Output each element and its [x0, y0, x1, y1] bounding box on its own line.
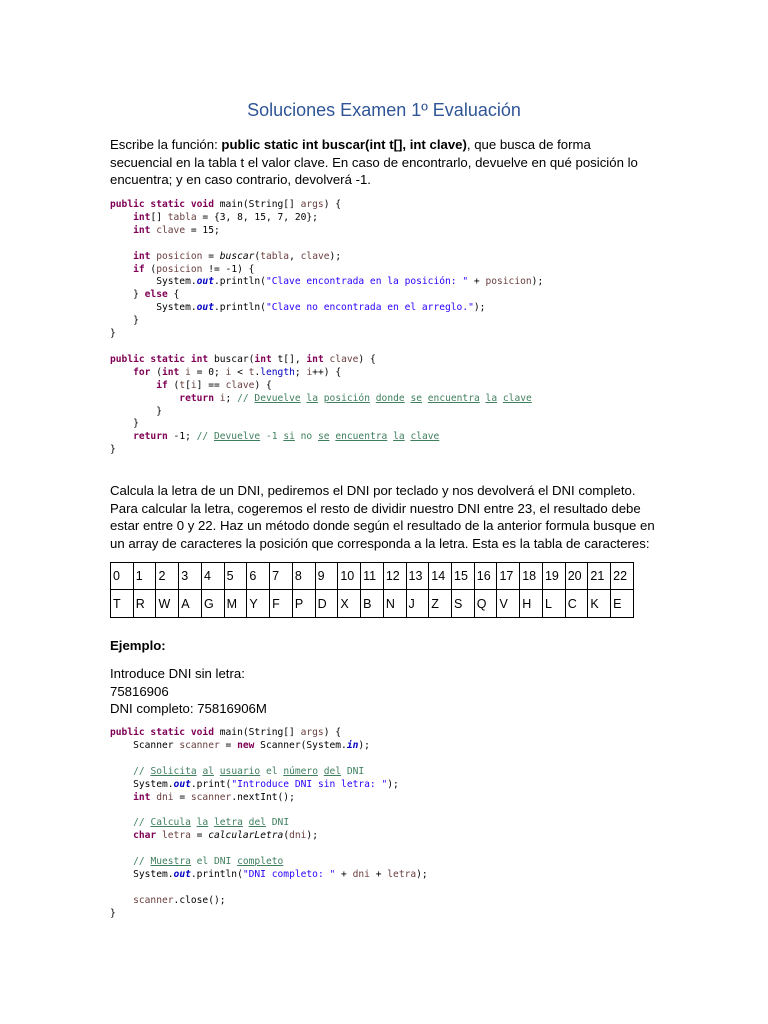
table-cell: 13 — [406, 563, 429, 590]
table-row-letters — [111, 590, 634, 618]
code-comment: // Devuelve -1 si no se encuentra la clave — [196, 431, 440, 443]
table-cell: 1 — [133, 563, 156, 590]
table-cell: C — [565, 590, 588, 618]
example-output — [110, 665, 655, 718]
table-cell: J — [406, 590, 429, 618]
code-line: int posicion = buscar(tabla, clave); — [110, 250, 342, 262]
code-comment: // Solicita al usuario el número del DNI — [110, 765, 365, 777]
function-signature: public static int buscar(int t[], int clave) — [221, 137, 467, 152]
table-cell: A — [179, 590, 202, 618]
dni-letter-table — [110, 562, 634, 618]
example-line: DNI completo: 75816906M — [110, 701, 267, 716]
table-cell: M — [224, 590, 247, 618]
code-line: public static void main(String[] args) { — [110, 199, 342, 210]
code-line: } — [110, 418, 139, 430]
table-cell: T — [111, 590, 134, 618]
table-cell: G — [201, 590, 224, 618]
code-line: System.out.println("Clave no encontrada en el arreglo."); — [110, 302, 486, 314]
code-block-main-dni — [110, 727, 428, 921]
table-cell: B — [361, 590, 384, 618]
table-cell: Z — [429, 590, 452, 618]
code-comment: // Devuelve la posición donde se encuentra la clave — [237, 392, 532, 404]
table-cell: 19 — [542, 563, 565, 590]
code-line: return -1; // Devuelve -1 si no se encuentra la clave — [110, 431, 440, 443]
table-cell: 2 — [156, 563, 179, 590]
table-cell: 20 — [565, 563, 588, 590]
table-cell: X — [338, 590, 361, 618]
code-line: return i; // Devuelve la posición donde se encuentra la clave — [110, 392, 532, 404]
table-cell: 9 — [315, 563, 338, 590]
code-line: scanner.close(); — [133, 894, 226, 906]
code-line: } — [110, 907, 116, 919]
table-cell: 12 — [383, 563, 406, 590]
code-line: if (posicion != -1) { — [110, 263, 255, 275]
table-cell: 6 — [247, 563, 270, 590]
table-cell: 8 — [292, 563, 315, 590]
table-cell: L — [542, 590, 565, 618]
code-line: } else { — [110, 289, 180, 301]
table-cell: 7 — [270, 563, 293, 590]
code-line: int[] tabla = {3, 8, 15, 7, 20}; — [110, 211, 318, 223]
table-cell: P — [292, 590, 315, 618]
table-cell: 10 — [338, 563, 361, 590]
code-line: int dni = scanner.nextInt(); — [110, 791, 295, 803]
exercise-2-statement: Calcula la letra de un DNI, pediremos el DNI por teclado y nos devolverá el DNI completo. Para calcular la letra, cogeremos el resto de dividir nuestro DNI entre 23, el resultado debe estar entre 0 y 22. Haz un método donde según el resultado de la anterior formula busque en un array de caracteres la posición que corresponda a la letra. Esta es la tabla de caracteres: — [110, 483, 655, 551]
code-line: for (int i = 0; i < t.length; i++) { — [110, 366, 342, 378]
code-line: System.out.print("Introduce DNI sin letra: "); — [110, 778, 399, 790]
table-cell: 14 — [429, 563, 452, 590]
exercise-1-statement: Escribe la función: public static int buscar(int t[], int clave), que busca de forma secuencial en la tabla t el valor clave. En caso de encontrarlo, devuelve en qué posición lo encuentra; y en caso contrario, devolverá -1. — [110, 137, 638, 187]
table-cell: 5 — [224, 563, 247, 590]
table-cell: 15 — [452, 563, 475, 590]
table-cell: K — [588, 590, 611, 618]
table-cell: 22 — [611, 563, 634, 590]
code-line: int clave = 15; — [110, 224, 220, 236]
example-heading: Ejemplo: — [110, 638, 166, 653]
code-line: public static void main(String[] args) { — [110, 727, 342, 738]
table-cell: 21 — [588, 563, 611, 590]
code-comment: // Muestra el DNI completo — [110, 856, 284, 868]
table-row-numbers — [111, 563, 634, 590]
code-block-buscar — [110, 199, 543, 457]
code-line: System.out.println("DNI completo: " + dni + letra); — [110, 868, 428, 880]
table-cell: 4 — [201, 563, 224, 590]
table-cell: W — [156, 590, 179, 618]
code-line: System.out.println("Clave encontrada en la posición: " + posicion); — [110, 276, 544, 288]
code-line: if (t[i] == clave) { — [110, 379, 272, 391]
example-line: Introduce DNI sin letra: — [110, 666, 245, 681]
code-line: } — [110, 405, 162, 417]
table-cell: 16 — [474, 563, 497, 590]
table-cell: V — [497, 590, 520, 618]
table-cell: E — [611, 590, 634, 618]
table-cell: 11 — [361, 563, 384, 590]
page-title: Soluciones Examen 1º Evaluación — [247, 100, 521, 120]
table-cell: F — [270, 590, 293, 618]
code-line: } — [110, 328, 116, 340]
table-cell: 3 — [179, 563, 202, 590]
table-cell: S — [452, 590, 475, 618]
table-cell: Y — [247, 590, 270, 618]
code-line: char letra = calcularLetra(dni); — [110, 830, 318, 842]
table-cell: 0 — [111, 563, 134, 590]
code-line: Scanner scanner = new Scanner(System.in); — [110, 739, 370, 751]
table-cell: R — [133, 590, 156, 618]
code-line: } — [110, 315, 139, 327]
table-cell: H — [520, 590, 543, 618]
example-line: 75816906 — [110, 683, 169, 699]
code-comment: // Calcula la letra del DNI — [110, 817, 290, 829]
code-line: } — [110, 444, 116, 456]
table-cell: D — [315, 590, 338, 618]
table-cell: Q — [474, 590, 497, 618]
table-cell: N — [383, 590, 406, 618]
table-cell: 18 — [520, 563, 543, 590]
table-cell: 17 — [497, 563, 520, 590]
code-line: public static int buscar(int t[], int clave) { — [110, 353, 376, 365]
